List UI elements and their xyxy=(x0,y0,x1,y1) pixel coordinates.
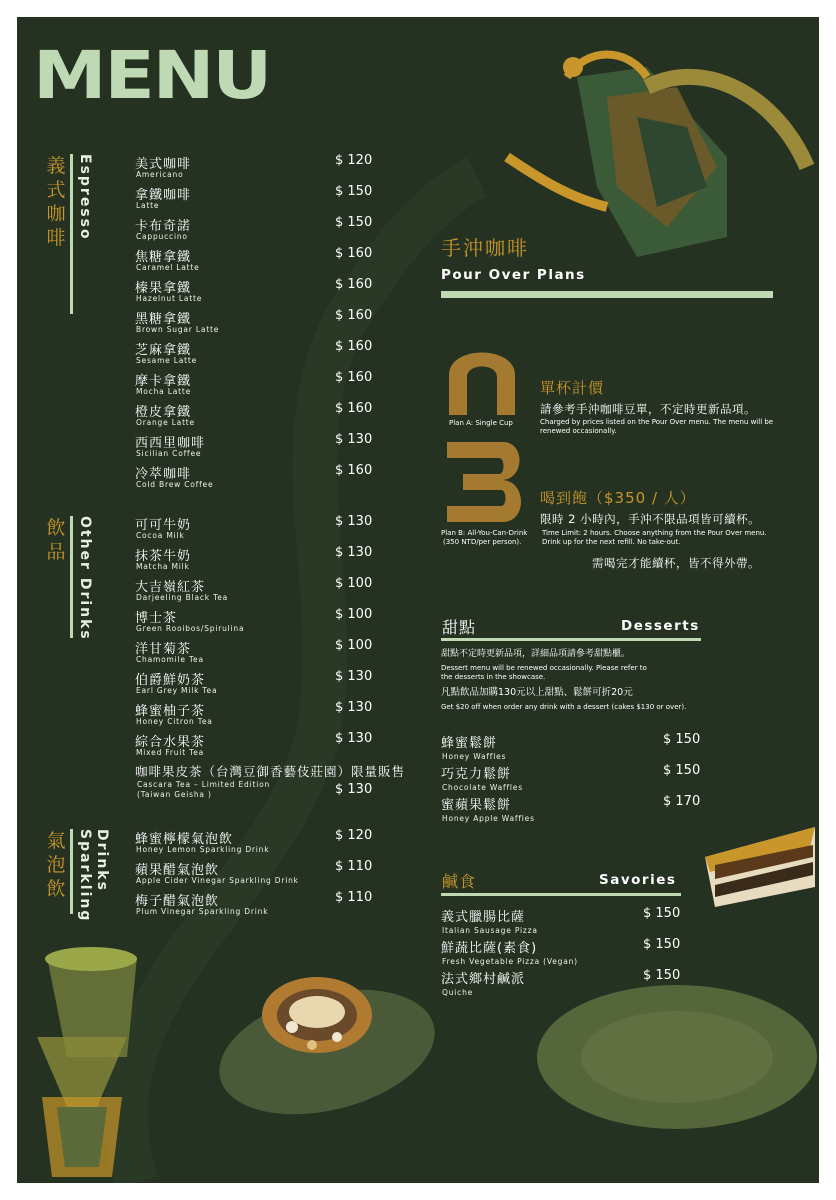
item-english-name: Mixed Fruit Tea xyxy=(136,748,205,757)
item-price: $ 150 xyxy=(643,937,681,952)
item-english-name: Quiche xyxy=(442,988,474,997)
item-price: $ 110 xyxy=(335,890,373,905)
cascara-en1: Cascara Tea – Limited Edition xyxy=(137,780,271,789)
item-english-name: Plum Vinegar Sparkling Drink xyxy=(136,907,269,916)
plan-a-desc: 請參考手沖咖啡豆單，不定時更新品項。 xyxy=(540,402,756,416)
plan-b-extra: 需喝完才能續杯，皆不得外帶。 xyxy=(592,556,760,570)
item-english-name: Honey Apple Waffles xyxy=(442,814,535,823)
item-price: $ 110 xyxy=(335,859,373,874)
plan-b-letter xyxy=(443,440,527,524)
plan-a-letter xyxy=(443,335,521,417)
item-english-name: Caramel Latte xyxy=(136,263,200,272)
item-price: $ 120 xyxy=(335,153,373,168)
item-english-name: Fresh Vegetable Pizza (Vegan) xyxy=(442,957,578,966)
item-price: $ 160 xyxy=(335,463,373,478)
item-name: 巧克力鬆餅 xyxy=(441,767,512,782)
item-name: 梅子醋氣泡飲 xyxy=(135,894,220,909)
item-price: $ 100 xyxy=(335,607,373,622)
item-price: $ 100 xyxy=(335,576,373,591)
item-name: 洋甘菊茶 xyxy=(135,642,192,657)
item-name: 美式咖啡 xyxy=(135,157,192,172)
item-name: 芝麻拿鐵 xyxy=(135,343,192,358)
item-name: 西西里咖啡 xyxy=(135,436,206,451)
item-english-name: Honey Lemon Sparkling Drink xyxy=(136,845,270,854)
tart-illustration xyxy=(252,967,382,1067)
item-price: $ 130 xyxy=(335,514,373,529)
item-price: $ 130 xyxy=(335,700,373,715)
item-english-name: Chamomile Tea xyxy=(136,655,204,664)
pour-over-title-zh: 手沖咖啡 xyxy=(441,236,529,260)
item-name: 伯爵鮮奶茶 xyxy=(135,673,206,688)
plan-b-note2: Drink up for the next refill. No take-out. xyxy=(542,538,681,546)
plan-b-title: 喝到飽（$350 / 人） xyxy=(540,489,696,507)
item-price: $ 170 xyxy=(663,794,701,809)
item-name: 冷萃咖啡 xyxy=(135,467,192,482)
item-english-name: Hazelnut Latte xyxy=(136,294,203,303)
item-price: $ 150 xyxy=(335,184,373,199)
category-sparkling-zh: 氣泡飲 xyxy=(46,830,66,900)
item-english-name: Cappuccino xyxy=(136,232,188,241)
item-english-name: Chocolate Waffles xyxy=(442,783,523,792)
item-price: $ 150 xyxy=(335,215,373,230)
menu-logo: MENU xyxy=(33,37,270,114)
item-english-name: Earl Grey Milk Tea xyxy=(136,686,218,695)
item-english-name: Green Rooibos/Spirulina xyxy=(136,624,245,633)
category-drinks-en: Other Drinks xyxy=(77,516,93,641)
item-name: 鮮蔬比薩(素食) xyxy=(441,941,538,956)
cascara-name xyxy=(135,762,405,780)
category-bar xyxy=(70,516,73,638)
plan-a-note2: renewed occasionally. xyxy=(540,427,617,435)
item-english-name: Italian Sausage Pizza xyxy=(442,926,538,935)
desserts-divider xyxy=(441,638,701,641)
category-sparkling-en1: Sparkling xyxy=(77,829,93,923)
category-espresso-en: Espresso xyxy=(77,154,93,241)
plan-b-caption1: Plan B: All-You-Can-Drink xyxy=(441,529,528,537)
item-english-name: Honey Waffles xyxy=(442,752,507,761)
desserts-title-en: Desserts xyxy=(621,618,700,634)
plan-a-title: 單杯計價 xyxy=(540,379,605,397)
item-price: $ 160 xyxy=(335,277,373,292)
item-english-name: Darjeeling Black Tea xyxy=(136,593,229,602)
item-price: $ 160 xyxy=(335,308,373,323)
item-price: $ 150 xyxy=(663,763,701,778)
pour-over-title-en: Pour Over Plans xyxy=(441,267,586,283)
category-bar xyxy=(70,154,73,314)
item-name: 博士茶 xyxy=(135,611,178,626)
plan-a-caption: Plan A: Single Cup xyxy=(449,419,513,427)
item-name: 焦糖拿鐵 xyxy=(135,250,192,265)
category-sparkling-en2: Drinks xyxy=(94,829,110,892)
cake-illustration xyxy=(695,817,819,912)
item-price: $ 160 xyxy=(335,401,373,416)
item-price: $ 120 xyxy=(335,828,373,843)
item-price: $ 160 xyxy=(335,370,373,385)
item-price: $ 100 xyxy=(335,638,373,653)
item-english-name: Latte xyxy=(136,201,160,210)
category-drinks-zh: 飲品 xyxy=(46,517,66,563)
item-name: 卡布奇諾 xyxy=(135,219,192,234)
desserts-offer-en: Get $20 off when order any drink with a dessert (cakes $130 or over). xyxy=(441,703,687,711)
item-name: 橙皮拿鐵 xyxy=(135,405,192,420)
plan-a-note1: Charged by prices listed on the Pour Over menu. The menu will be xyxy=(540,418,774,426)
cascara-zh: 咖啡果皮茶（台灣豆御香藝伎莊園）限量販售 xyxy=(135,764,406,779)
item-english-name: Americano xyxy=(136,170,184,179)
item-name: 拿鐵咖啡 xyxy=(135,188,192,203)
category-bar xyxy=(70,829,73,914)
desserts-note-en1: Dessert menu will be renewed occasionally. Please refer to xyxy=(441,664,647,672)
item-price: $ 130 xyxy=(335,545,373,560)
cascara-en2: (Taiwan Geisha ) xyxy=(137,790,212,799)
item-name: 大吉嶺紅茶 xyxy=(135,580,206,595)
pour-over-divider xyxy=(441,291,773,298)
item-english-name: Cold Brew Coffee xyxy=(136,480,214,489)
item-name: 可可牛奶 xyxy=(135,518,192,533)
item-name: 抹茶牛奶 xyxy=(135,549,192,564)
item-price: $ 160 xyxy=(335,339,373,354)
glasses-illustration xyxy=(27,937,157,1183)
item-name: 蜂蜜柚子茶 xyxy=(135,704,206,719)
item-english-name: Sicilian Coffee xyxy=(136,449,202,458)
item-english-name: Honey Citron Tea xyxy=(136,717,213,726)
savories-title-en: Savories xyxy=(599,872,677,888)
item-english-name: Mocha Latte xyxy=(136,387,191,396)
item-name: 蜂蜜檸檬氣泡飲 xyxy=(135,832,234,847)
item-english-name: Orange Latte xyxy=(136,418,195,427)
item-name: 蜜蘋果鬆餅 xyxy=(441,798,512,813)
menu-board xyxy=(17,17,819,1183)
item-english-name: Sesame Latte xyxy=(136,356,198,365)
item-price: $ 150 xyxy=(643,906,681,921)
plan-b-desc: 限時 2 小時內，手沖不限品項皆可續杯。 xyxy=(540,512,761,526)
item-name: 蘋果醋氣泡飲 xyxy=(135,863,220,878)
item-name: 榛果拿鐵 xyxy=(135,281,192,296)
savories-title-zh: 鹹食 xyxy=(442,872,477,891)
desserts-offer-zh: 凡點飲品加購130元以上甜點、鬆餅可折20元 xyxy=(441,687,633,698)
item-english-name: Matcha Milk xyxy=(136,562,190,571)
item-price: $ 130 xyxy=(335,432,373,447)
item-name: 綜合水果茶 xyxy=(135,735,206,750)
item-price: $ 150 xyxy=(643,968,681,983)
item-price: $ 130 xyxy=(335,669,373,684)
item-name: 義式臘腸比薩 xyxy=(441,910,526,925)
plan-b-caption2: (350 NTD/per person). xyxy=(443,538,522,546)
item-price: $ 130 xyxy=(335,731,373,746)
item-english-name: Brown Sugar Latte xyxy=(136,325,220,334)
plan-b-note1: Time Limit: 2 hours. Choose anything from the Pour Over menu. xyxy=(542,529,767,537)
desserts-note-zh: 甜點不定時更新品項，詳細品項請參考甜點櫃。 xyxy=(441,649,631,659)
item-price: $ 150 xyxy=(663,732,701,747)
item-price: $ 160 xyxy=(335,246,373,261)
savories-divider xyxy=(441,893,681,896)
item-name: 黑糖拿鐵 xyxy=(135,312,192,327)
item-name: 蜂蜜鬆餅 xyxy=(441,736,498,751)
item-name: 摩卡拿鐵 xyxy=(135,374,192,389)
desserts-title-zh: 甜點 xyxy=(442,618,477,637)
cascara-price: $ 130 xyxy=(335,782,373,797)
desserts-note-en2: the desserts in the showcase. xyxy=(441,673,546,681)
item-english-name: Cocoa Milk xyxy=(136,531,185,540)
item-english-name: Apple Cider Vinegar Sparkling Drink xyxy=(136,876,299,885)
category-espresso-zh: 義式咖啡 xyxy=(46,155,66,249)
item-name: 法式鄉村鹹派 xyxy=(441,972,526,987)
